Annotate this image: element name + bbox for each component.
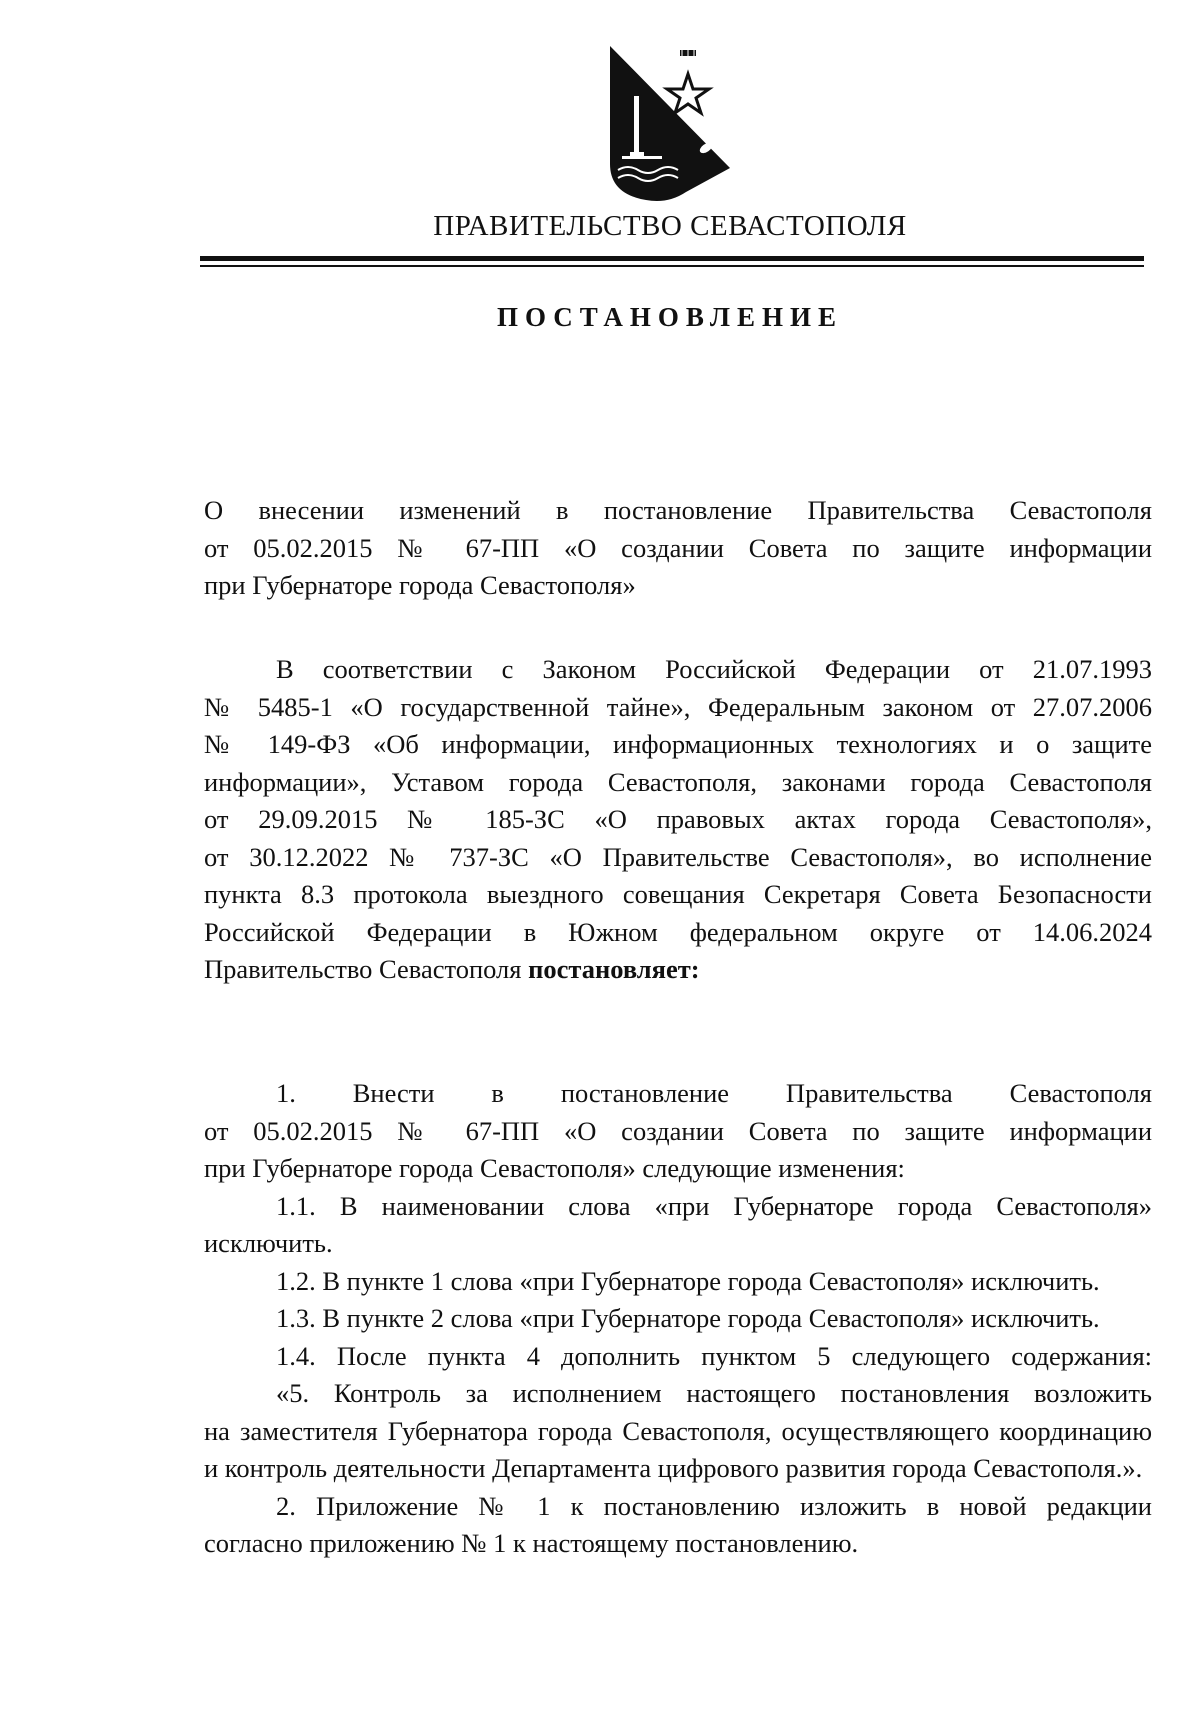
item-1-line: при Губернаторе города Севастополя» следующие изменения:	[204, 1153, 905, 1183]
preamble-line: от 29.09.2015 № 185-ЗС «О правовых актах города Севастополя»,	[204, 804, 1152, 834]
item-1-2: 1.2. В пункте 1 слова «при Губернаторе города Севастополя» исключить.	[276, 1265, 1100, 1296]
item-1-line: 1. Внести в постановление Правительства Севастополя	[276, 1078, 1152, 1108]
item-1-1-line: исключить.	[204, 1228, 333, 1258]
preamble-subject: Правительство Севастополя	[204, 954, 522, 984]
header-divider-thick	[200, 256, 1144, 261]
new-item-5-line: на заместителя Губернатора города Севастополя, осуществляющего координацию	[204, 1415, 1152, 1446]
resolution-items	[204, 1075, 1152, 1563]
preamble-line: от 30.12.2022 № 737-ЗС «О Правительстве Севастополя», во исполнение	[204, 841, 1152, 872]
subject-line: при Губернаторе города Севастополя»	[204, 570, 636, 600]
preamble-line: пункта 8.3 протокола выездного совещания Секретаря Совета Безопасности	[204, 879, 1152, 909]
organization-title: ПРАВИТЕЛЬСТВО СЕВАСТОПОЛЯ	[433, 210, 907, 242]
sevastopol-coat-of-arms-icon	[608, 44, 734, 204]
document-type-heading: ПОСТАНОВЛЕНИЕ	[496, 302, 844, 332]
preamble	[204, 651, 1152, 989]
preamble-line: № 5485-1 «О государственной тайне», Федеральным законом от 27.07.2006	[204, 691, 1152, 722]
item-1-4: 1.4. После пункта 4 дополнить пунктом 5 следующего содержания:	[276, 1340, 1152, 1371]
new-item-5-line: «5. Контроль за исполнением настоящего постановления возложить	[276, 1378, 1152, 1408]
header-divider-thin	[200, 265, 1144, 267]
preamble-line: В соответствии с Законом Российской Федерации от 21.07.1993	[276, 654, 1152, 684]
preamble-line: информации», Уставом города Севастополя, законами города Севастополя	[204, 766, 1152, 797]
subject-line: О внесении изменений в постановление Правительства Севастополя	[204, 495, 1152, 525]
resolves-keyword: постановляет:	[528, 954, 700, 984]
document-subject	[204, 492, 1152, 605]
subject-line: от 05.02.2015 № 67-ПП «О создании Совета по защите информации	[204, 532, 1152, 563]
item-1-1-line: 1.1. В наименовании слова «при Губернаторе города Севастополя»	[276, 1190, 1152, 1221]
item-2-line: 2. Приложение № 1 к постановлению изложить в новой редакции	[276, 1490, 1152, 1521]
item-1-line: от 05.02.2015 № 67-ПП «О создании Совета по защите информации	[204, 1115, 1152, 1146]
item-1-3: 1.3. В пункте 2 слова «при Губернаторе города Севастополя» исключить.	[276, 1303, 1100, 1333]
preamble-final-line	[204, 951, 1152, 989]
new-item-5-line: и контроль деятельности Департамента цифрового развития города Севастополя.».	[204, 1453, 1143, 1483]
preamble-line: № 149-ФЗ «Об информации, информационных технологиях и о защите	[204, 729, 1152, 759]
item-2-line: согласно приложению № 1 к настоящему постановлению.	[204, 1528, 859, 1558]
preamble-line: Российской Федерации в Южном федеральном округе от 14.06.2024	[204, 916, 1152, 947]
